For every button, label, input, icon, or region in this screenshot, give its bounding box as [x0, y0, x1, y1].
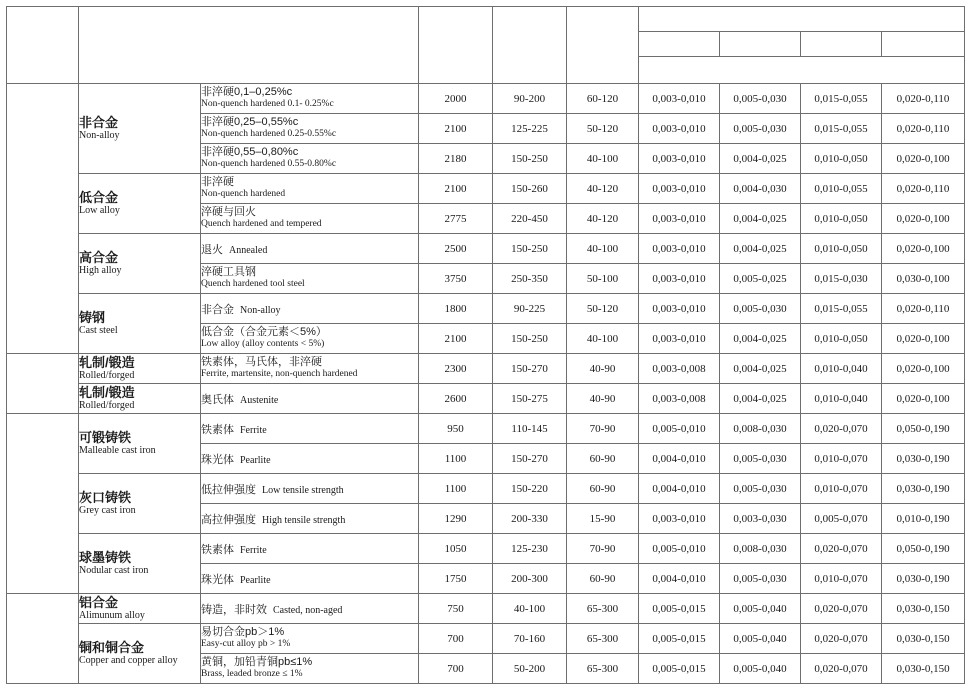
specific-force-value: 950 [419, 414, 493, 444]
material-group-en: Cast steel [79, 325, 118, 337]
material-sub-cn: 珠光体 [201, 573, 234, 586]
material-sub-cn: 珠光体 [201, 453, 234, 466]
material-group-cell [79, 474, 201, 534]
material-sub-cell [201, 444, 419, 474]
cutting-speed-value: 60-120 [567, 84, 639, 114]
brinell-value: 250-350 [493, 264, 567, 294]
material-sub-en: Non-quench hardened [201, 189, 286, 200]
header-feed-en: Feed, fa mm/r [814, 64, 881, 77]
feed-value-3: 0,015-0,055 [801, 294, 882, 324]
cutting-speed-value: 40-90 [567, 354, 639, 384]
material-group-cell [79, 234, 201, 294]
material-group-cn: 非合金 [79, 114, 119, 130]
material-group-en: Nodular cast iron [79, 565, 149, 577]
feed-value-1: 0,004-0,010 [639, 474, 720, 504]
material-group-cell [79, 414, 201, 474]
feed-value-2: 0,005-0,040 [720, 654, 801, 684]
feed-value-4: 0,020-0,100 [882, 204, 965, 234]
material-group-cn: 球墨铸铁 [79, 549, 132, 565]
table-row [7, 624, 965, 654]
material-sub-cn: 淬硬与回火 [201, 206, 256, 219]
header-brinell-cn: 布氏硬度 [501, 26, 558, 43]
feed-value-3: 0,010-0,070 [801, 474, 882, 504]
cutting-speed-value: 40-100 [567, 234, 639, 264]
material-sub-en: Quench hardened and tempered [201, 219, 322, 230]
header-drill-cn: 钻头直径，mm [700, 10, 789, 26]
iso-group-cell [7, 414, 79, 594]
cutting-speed-value: 40-120 [567, 174, 639, 204]
specific-force-value: 1100 [419, 474, 493, 504]
table-row [7, 594, 965, 624]
feed-value-1: 0,005-0,015 [639, 654, 720, 684]
feed-value-3: 0,015-0,055 [801, 84, 882, 114]
iso-group-cell [7, 354, 79, 414]
feed-value-4: 0,030-0,100 [882, 264, 965, 294]
material-sub-cell [201, 354, 419, 384]
feed-value-3: 0,020-0,070 [801, 534, 882, 564]
material-group-en: Copper and copper alloy [79, 655, 178, 667]
material-group-cn: 轧制/锻造 [79, 354, 135, 370]
material-group-cell [79, 534, 201, 594]
feed-value-4: 0,030-0,190 [882, 474, 965, 504]
table-row [7, 234, 965, 264]
cutting-speed-value: 60-90 [567, 474, 639, 504]
iso-group-label: K 铸铁 [21, 489, 64, 506]
table-body [7, 84, 965, 684]
material-group-cell [79, 354, 201, 384]
feed-value-4: 0,030-0,150 [882, 654, 965, 684]
material-group-cn: 可锻铸铁 [79, 429, 132, 445]
cutting-speed-value: 65-300 [567, 624, 639, 654]
material-group-en: Malleable cast iron [79, 445, 156, 457]
cutting-speed-value: 40-100 [567, 144, 639, 174]
feed-value-3: 0,010-0,050 [801, 324, 882, 354]
specific-force-value: 1800 [419, 294, 493, 324]
material-sub-cn: 淬硬工具钢 [201, 266, 256, 279]
material-group-cell [79, 384, 201, 414]
table-row [7, 414, 965, 444]
material-group-cn: 轧制/锻造 [79, 384, 135, 400]
feed-value-2: 0,005-0,030 [720, 564, 801, 594]
iso-group-label: P 钢 [29, 204, 56, 221]
feed-value-3: 0,020-0,070 [801, 624, 882, 654]
material-sub-cell [201, 414, 419, 444]
material-sub-cn: 低合金（合金元素＜5%） [201, 326, 327, 339]
material-sub-en: Ferrite [240, 424, 267, 436]
material-sub-en: High tensile strength [262, 514, 346, 526]
feed-value-4: 0,020-0,110 [882, 174, 965, 204]
cutting-speed-value: 60-90 [567, 444, 639, 474]
specific-force-value: 2100 [419, 174, 493, 204]
feed-value-3: 0,020-0,070 [801, 414, 882, 444]
feed-value-2: 0,005-0,040 [720, 624, 801, 654]
material-sub-cn: 易切合金pb＞1% [201, 626, 285, 639]
specific-force-value: 1100 [419, 444, 493, 474]
specific-force-value: 1750 [419, 564, 493, 594]
feed-value-1: 0,003-0,010 [639, 174, 720, 204]
feed-value-2: 0,004-0,025 [720, 144, 801, 174]
brinell-value: 150-270 [493, 354, 567, 384]
specific-force-value: 2500 [419, 234, 493, 264]
header-feed [639, 57, 965, 84]
brinell-value: 125-230 [493, 534, 567, 564]
material-sub-cell [201, 234, 419, 264]
header-brinell-en: Brinell hardness hb [496, 42, 563, 64]
cutting-speed-value: 60-90 [567, 564, 639, 594]
material-sub-cn: 高拉伸强度 [201, 513, 256, 526]
material-group-cell [79, 594, 201, 624]
feed-value-4: 0,030-0,190 [882, 564, 965, 594]
feed-value-3: 0,015-0,030 [801, 264, 882, 294]
specific-force-value: 700 [419, 624, 493, 654]
material-sub-cn: 退火 [201, 243, 223, 256]
header-specific-force-unit: N/mm² [441, 37, 470, 48]
material-sub-en: Pearlite [240, 454, 271, 466]
feed-value-4: 0,050-0,190 [882, 534, 965, 564]
header-speed-en: Cutting speed v.m/min [574, 42, 631, 64]
material-sub-cn: 非合金 [201, 303, 234, 316]
feed-value-2: 0,004-0,030 [720, 174, 801, 204]
feed-value-1: 0,005-0,015 [639, 624, 720, 654]
cutting-speed-value: 70-90 [567, 534, 639, 564]
feed-value-3: 0,010-0,050 [801, 204, 882, 234]
header-iso: ISO [7, 7, 79, 84]
material-sub-cell [201, 84, 419, 114]
feed-value-2: 0,004-0,025 [720, 204, 801, 234]
feed-value-4: 0,020-0,100 [882, 324, 965, 354]
feed-value-3: 0,005-0,070 [801, 504, 882, 534]
feed-value-1: 0,004-0,010 [639, 444, 720, 474]
header-brinell [493, 7, 567, 84]
feed-value-4: 0,020-0,110 [882, 294, 965, 324]
specific-force-value: 2300 [419, 354, 493, 384]
material-sub-en: Non-quench hardened 0.1- 0.25%c [201, 99, 334, 110]
specific-force-value: 3750 [419, 264, 493, 294]
material-group-cn: 铝合金 [79, 594, 119, 610]
header-speed-cn: 切削速度 [574, 26, 631, 43]
material-sub-cell [201, 264, 419, 294]
feed-value-1: 0,003-0,010 [639, 204, 720, 234]
material-group-en: Non-alloy [79, 130, 120, 142]
feed-value-1: 0,003-0,010 [639, 234, 720, 264]
header-diam-col-2: 3,00–6,30 [720, 32, 801, 57]
table-header [7, 7, 965, 84]
material-group-cn: 灰口铸铁 [79, 489, 132, 505]
cutting-parameters-table [6, 6, 965, 684]
header-row-1 [7, 7, 965, 32]
feed-value-1: 0,005-0,015 [639, 594, 720, 624]
specific-force-value: 2000 [419, 84, 493, 114]
material-sub-cell [201, 654, 419, 684]
header-diam-col-1: 0,98–3,00 [639, 32, 720, 57]
brinell-value: 150-275 [493, 384, 567, 414]
material-sub-cn: 铁素体 [201, 543, 234, 556]
table-row [7, 384, 965, 414]
material-sub-en: Austenite [240, 394, 279, 406]
material-sub-cell [201, 624, 419, 654]
material-sub-en: Annealed [229, 244, 268, 256]
table-row [7, 534, 965, 564]
header-specific-force [419, 7, 493, 84]
brinell-value: 200-300 [493, 564, 567, 594]
feed-value-1: 0,005-0,010 [639, 414, 720, 444]
specific-force-value: 2180 [419, 144, 493, 174]
feed-value-1: 0,003-0,010 [639, 324, 720, 354]
material-group-cell [79, 174, 201, 234]
feed-value-2: 0,008-0,030 [720, 414, 801, 444]
material-group-en: Rolled/forged [79, 400, 135, 412]
brinell-value: 220-450 [493, 204, 567, 234]
feed-value-2: 0,005-0,040 [720, 594, 801, 624]
feed-value-2: 0,005-0,030 [720, 474, 801, 504]
material-sub-en: Low tensile strength [262, 484, 344, 496]
specific-force-value: 1290 [419, 504, 493, 534]
material-group-en: Alimunum alloy [79, 610, 145, 622]
feed-value-1: 0,003-0,010 [639, 114, 720, 144]
material-sub-cn: 非淬硬0,25–0,55%c [201, 116, 299, 129]
feed-value-1: 0,003-0,010 [639, 264, 720, 294]
material-sub-en: Brass, leaded bronze ≤ 1% [201, 669, 303, 680]
cutting-speed-value: 40-90 [567, 384, 639, 414]
material-sub-en: Ferrite [240, 544, 267, 556]
feed-value-2: 0,005-0,025 [720, 264, 801, 294]
material-sub-cn: 非淬硬 [201, 176, 234, 189]
material-sub-en: Low alloy (alloy contents < 5%) [201, 339, 325, 350]
cutting-speed-value: 15-90 [567, 504, 639, 534]
material-sub-cell [201, 534, 419, 564]
material-sub-cell [201, 324, 419, 354]
iso-group-sublabel-2: N nonferrous metal [14, 641, 71, 663]
brinell-value: 40-100 [493, 594, 567, 624]
specific-force-value: 2100 [419, 114, 493, 144]
material-sub-cell [201, 204, 419, 234]
header-specific-force-cn: 特定切削力 [420, 21, 491, 38]
feed-value-4: 0,020-0,100 [882, 234, 965, 264]
material-sub-cn: 奥氏体 [201, 393, 234, 406]
feed-value-1: 0,003-0,008 [639, 384, 720, 414]
feed-value-2: 0,003-0,030 [720, 504, 801, 534]
feed-value-2: 0,004-0,025 [720, 324, 801, 354]
material-sub-cn: 铁素体，马氏体，非淬硬 [201, 356, 322, 369]
iso-group-sublabel: P steel [28, 221, 57, 232]
table-row [7, 84, 965, 114]
material-sub-en: Non-alloy [240, 304, 281, 316]
material-sub-en: Ferrite, martensite, non-quench hardened [201, 369, 358, 380]
feed-value-3: 0,020-0,070 [801, 594, 882, 624]
material-group-cn: 高合金 [79, 249, 119, 265]
feed-value-1: 0,003-0,010 [639, 144, 720, 174]
material-sub-cn: 铸造，非时效 [201, 603, 267, 616]
material-sub-cell [201, 564, 419, 594]
feed-value-3: 0,010-0,040 [801, 384, 882, 414]
feed-value-2: 0,005-0,030 [720, 84, 801, 114]
feed-value-2: 0,005-0,030 [720, 444, 801, 474]
material-group-en: Rolled/forged [79, 370, 135, 382]
feed-value-4: 0,030-0,190 [882, 444, 965, 474]
specific-force-value: 700 [419, 654, 493, 684]
feed-value-1: 0,003-0,010 [639, 84, 720, 114]
table-row [7, 174, 965, 204]
feed-value-3: 0,020-0,070 [801, 654, 882, 684]
material-sub-cn: 非淬硬0,55–0,80%c [201, 146, 299, 159]
feed-value-2: 0,005-0,030 [720, 294, 801, 324]
header-diam-col-3: 6,00–12,50 [801, 32, 882, 57]
feed-value-3: 0,010-0,055 [801, 174, 882, 204]
brinell-value: 150-220 [493, 474, 567, 504]
specific-force-value: 2775 [419, 204, 493, 234]
header-drill-en: Drill bit diameter, mm [796, 13, 903, 26]
feed-value-1: 0,005-0,010 [639, 534, 720, 564]
cutting-speed-value: 65-300 [567, 654, 639, 684]
feed-value-1: 0,003-0,008 [639, 354, 720, 384]
header-material [79, 7, 419, 84]
material-sub-cell [201, 474, 419, 504]
cutting-speed-value: 65-300 [567, 594, 639, 624]
material-sub-en: Easy-cut alloy pb > 1% [201, 639, 291, 650]
material-sub-en: Non-quench hardened 0.55-0.80%c [201, 159, 337, 170]
table-row [7, 354, 965, 384]
iso-group-label: N [37, 612, 48, 629]
brinell-value: 150-250 [493, 324, 567, 354]
brinell-value: 90-200 [493, 84, 567, 114]
feed-value-3: 0,010-0,070 [801, 444, 882, 474]
material-sub-cn: 铁素体 [201, 423, 234, 436]
material-sub-cell [201, 174, 419, 204]
cutting-speed-value: 40-120 [567, 204, 639, 234]
feed-value-4: 0,020-0,110 [882, 114, 965, 144]
feed-value-4: 0,030-0,150 [882, 594, 965, 624]
material-sub-cell [201, 594, 419, 624]
material-sub-cell [201, 114, 419, 144]
feed-value-2: 0,004-0,025 [720, 354, 801, 384]
iso-group-cell [7, 84, 79, 354]
feed-value-1: 0,004-0,010 [639, 564, 720, 594]
specific-force-value: 1050 [419, 534, 493, 564]
specific-force-value: 2100 [419, 324, 493, 354]
header-specific-force-en: Specific cutting force n/mm² [422, 47, 490, 69]
feed-value-3: 0,010-0,050 [801, 144, 882, 174]
feed-value-3: 0,010-0,050 [801, 234, 882, 264]
table-row [7, 294, 965, 324]
material-sub-cell [201, 294, 419, 324]
header-material-en: Material [257, 37, 307, 53]
feed-value-3: 0,010-0,040 [801, 354, 882, 384]
brinell-value: 150-270 [493, 444, 567, 474]
material-sub-en: Casted, non-aged [273, 604, 343, 616]
brinell-value: 150-250 [493, 144, 567, 174]
iso-group-sublabel: 有色金属 [24, 630, 61, 641]
material-group-cell [79, 624, 201, 684]
material-sub-cell [201, 144, 419, 174]
material-group-en: Low alloy [79, 205, 120, 217]
material-group-cn: 铸钢 [79, 309, 106, 325]
iso-group-label: M 不锈钢 [13, 363, 72, 380]
cutting-speed-value: 50-120 [567, 114, 639, 144]
feed-value-4: 0,020-0,100 [882, 144, 965, 174]
material-group-en: Grey cast iron [79, 505, 136, 517]
iso-group-cell [7, 594, 79, 684]
cutting-speed-value: 70-90 [567, 414, 639, 444]
feed-value-2: 0,004-0,025 [720, 234, 801, 264]
material-group-cell [79, 294, 201, 354]
cutting-speed-value: 50-100 [567, 264, 639, 294]
feed-value-4: 0,010-0,190 [882, 504, 965, 534]
brinell-value: 150-250 [493, 234, 567, 264]
feed-value-2: 0,008-0,030 [720, 534, 801, 564]
material-sub-cn: 黄铜，加铅青铜pb≤1% [201, 656, 313, 669]
cutting-speed-value: 40-100 [567, 324, 639, 354]
iso-group-sublabel: K cast iron [19, 506, 66, 517]
material-sub-en: Non-quench hardened 0.25-0.55%c [201, 129, 337, 140]
specific-force-value: 2600 [419, 384, 493, 414]
material-group-cn: 铜和铜合金 [79, 639, 145, 655]
header-speed [567, 7, 639, 84]
brinell-value: 90-225 [493, 294, 567, 324]
specific-force-value: 750 [419, 594, 493, 624]
table-row [7, 474, 965, 504]
feed-value-4: 0,050-0,190 [882, 414, 965, 444]
material-group-cell [79, 84, 201, 174]
feed-value-3: 0,010-0,070 [801, 564, 882, 594]
brinell-value: 150-260 [493, 174, 567, 204]
header-material-cn: 材 料 [190, 34, 248, 54]
feed-value-2: 0,004-0,025 [720, 384, 801, 414]
header-drill-diameter [639, 7, 965, 32]
material-sub-cell [201, 504, 419, 534]
brinell-value: 70-160 [493, 624, 567, 654]
brinell-value: 200-330 [493, 504, 567, 534]
feed-value-1: 0,003-0,010 [639, 504, 720, 534]
material-sub-cn: 非淬硬0,1–0,25%c [201, 86, 293, 99]
material-group-en: High alloy [79, 265, 122, 277]
material-sub-en: Pearlite [240, 574, 271, 586]
brinell-value: 50-200 [493, 654, 567, 684]
material-group-cn: 低合金 [79, 189, 119, 205]
feed-value-1: 0,003-0,010 [639, 294, 720, 324]
brinell-value: 110-145 [493, 414, 567, 444]
feed-value-4: 0,020-0,100 [882, 384, 965, 414]
header-feed-cn: 进给量，mm/r [722, 61, 807, 77]
feed-value-4: 0,020-0,110 [882, 84, 965, 114]
header-diam-col-4: 12,50–40,50 [882, 32, 965, 57]
feed-value-4: 0,020-0,100 [882, 354, 965, 384]
material-sub-cn: 低拉伸强度 [201, 483, 256, 496]
feed-value-4: 0,030-0,150 [882, 624, 965, 654]
material-sub-cell [201, 384, 419, 414]
brinell-value: 125-225 [493, 114, 567, 144]
iso-group-sublabel: M stainless steel [11, 381, 74, 403]
material-sub-en: Quench hardened tool steel [201, 279, 305, 290]
feed-value-2: 0,005-0,030 [720, 114, 801, 144]
feed-value-3: 0,015-0,055 [801, 114, 882, 144]
cutting-speed-value: 50-120 [567, 294, 639, 324]
